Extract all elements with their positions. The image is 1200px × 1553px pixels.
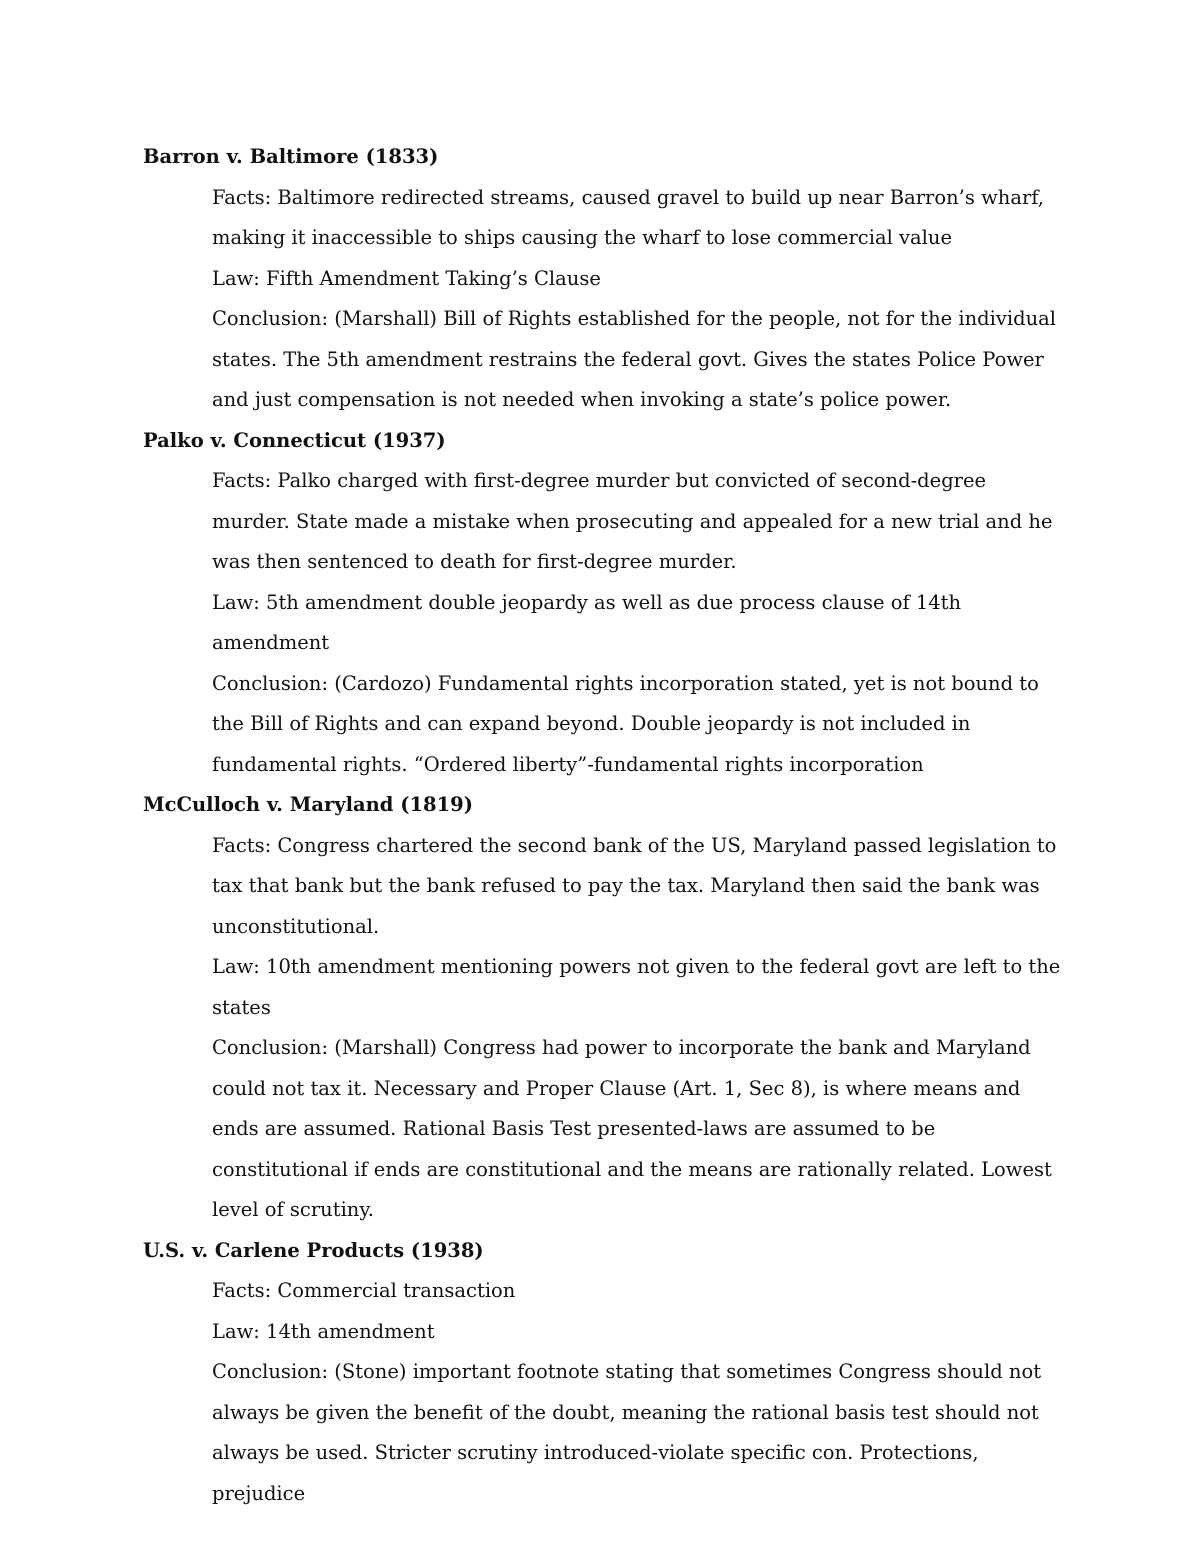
document-body xyxy=(143,137,1063,1514)
case-mcculloch xyxy=(143,785,1063,1231)
case-palko xyxy=(143,421,1063,786)
case-title: McCulloch v. Maryland (1819) xyxy=(143,793,473,816)
case-facts: Facts: Palko charged with first-degree murder but convicted of second-degree murder. State made a mistake when prosecuting and appealed for a new trial and he was then sentenced to death for first-degree murder. xyxy=(212,469,1053,573)
case-conclusion: Conclusion: (Marshall) Congress had power to incorporate the bank and Maryland could not tax it. Necessary and Proper Clause (Art. 1, Sec 8), is where means and ends are assumed. Rational Basis Test presented-laws are assumed to be constitutional if ends are constitutional and the means are rationally related. Lowest level of scrutiny. xyxy=(212,1036,1052,1221)
case-title: Palko v. Connecticut (1937) xyxy=(143,428,446,452)
case-title: Barron v. Baltimore (1833) xyxy=(143,145,439,168)
case-barron xyxy=(143,137,1063,421)
case-law: Law: Fifth Amendment Taking’s Clause xyxy=(212,266,601,290)
case-facts: Facts: Congress chartered the second bank of the US, Maryland passed legislation to tax that bank but the bank refused to pay the tax. Maryland then said the bank was unconstitutional. xyxy=(212,833,1057,938)
case-law: Law: 10th amendment mentioning powers not given to the federal govt are left to the states xyxy=(212,955,1061,1019)
case-facts: Facts: Commercial transaction xyxy=(212,1279,516,1302)
case-conclusion: Conclusion: (Marshall) Bill of Rights established for the people, not for the individual states. The 5th amendment restrains the federal govt. Gives the states Police Power and just compensation is not needed when invoking a state’s police power. xyxy=(212,307,1057,411)
case-title: U.S. v. Carlene Products (1938) xyxy=(143,1238,484,1262)
case-facts: Facts: Baltimore redirected streams, caused gravel to build up near Barron’s wharf, making it inaccessible to ships causing the wharf to lose commercial value xyxy=(212,185,1044,249)
case-conclusion: Conclusion: (Cardozo) Fundamental rights incorporation stated, yet is not bound to the Bill of Rights and can expand beyond. Double jeopardy is not included in fundamental rights. “Ordered liberty”-fundamental rights incorporation xyxy=(212,671,1039,776)
case-law: Law: 14th amendment xyxy=(212,1319,435,1343)
case-conclusion: Conclusion: (Stone) important footnote stating that sometimes Congress should not always be given the benefit of the doubt, meaning the rational basis test should not always be used. Stricter scrutiny introduced-violate specific con. Protections, prejudice xyxy=(212,1360,1042,1505)
case-law: Law: 5th amendment double jeopardy as well as due process clause of 14th amendment xyxy=(212,590,962,654)
case-carlene xyxy=(143,1231,1063,1515)
